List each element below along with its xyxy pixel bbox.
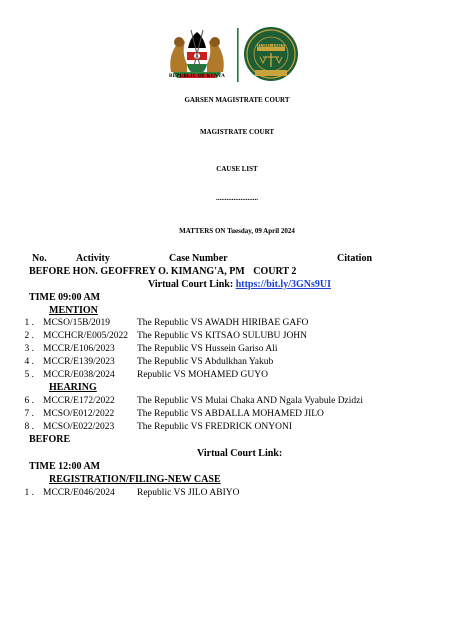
registration-heading: REGISTRATION/FILING-NEW CASE — [49, 474, 221, 485]
row-number: 7 . — [24, 409, 34, 419]
session2-virtual-label: Virtual Court Link: — [197, 448, 283, 459]
row-case-number: MCCR/E038/2024 — [43, 370, 115, 380]
row-parties: The Republic VS Abdulkhan Yakub — [137, 357, 274, 367]
row-case-number: MCCR/E139/2023 — [43, 357, 115, 367]
row-case-number: MCSO/15B/2019 — [43, 318, 111, 328]
column-header-no: No. — [32, 253, 47, 264]
column-header-activity: Activity — [76, 253, 110, 264]
row-number: 3 . — [24, 344, 34, 354]
row-number: 1 . — [24, 488, 34, 498]
session1-time: TIME 09:00 AM — [29, 292, 101, 303]
row-parties: The Republic VS Hussein Gariso Ali — [137, 344, 278, 354]
table-row — [0, 422, 474, 434]
row-parties: The Republic VS KITSAO SULUBU JOHN — [137, 331, 308, 341]
row-parties: The Republic VS FREDRICK ONYONI — [137, 422, 292, 432]
kenya-coat-of-arms-icon — [170, 30, 224, 78]
row-number: 4 . — [24, 357, 34, 367]
virtual-court-link[interactable]: https://bit.ly/3GNs9UI — [235, 279, 331, 290]
table-row — [0, 396, 474, 408]
session1-before — [29, 266, 296, 277]
table-row — [0, 357, 474, 369]
judiciary-seal-icon — [244, 27, 298, 81]
hearing-heading: HEARING — [49, 382, 97, 393]
mention-heading: MENTION — [49, 305, 98, 316]
row-case-number: MCSO/E022/2023 — [43, 422, 115, 432]
list-title: CAUSE LIST — [216, 165, 258, 173]
court-number: COURT 2 — [253, 266, 297, 277]
court-name: GARSEN MAGISTRATE COURT — [184, 96, 290, 104]
judiciary-seal-text: JUDICIARY — [257, 44, 285, 49]
matters-date: MATTERS ON Tuesday, 09 April 2024 — [179, 227, 295, 235]
table-row — [0, 344, 474, 356]
row-number: 5 . — [24, 370, 34, 380]
dots-separator: ........................ — [216, 194, 258, 202]
table-row — [0, 318, 474, 330]
table-row — [0, 409, 474, 421]
judge-name: BEFORE HON. GEOFFREY O. KIMANG'A, PM — [29, 266, 245, 277]
table-row — [0, 331, 474, 343]
row-case-number: MCCHCR/E005/2022 — [43, 331, 128, 341]
column-header-citation: Citation — [337, 253, 372, 264]
court-type: MAGISTRATE COURT — [199, 128, 275, 136]
row-parties: The Republic VS Mulai Chaka AND Ngala Vyabule Dzidzi — [137, 396, 364, 406]
kenya-caption: REPUBLIC OF KENYA — [168, 74, 226, 79]
table-row — [0, 370, 474, 382]
session2-before: BEFORE — [29, 434, 71, 445]
virtual-link-label: Virtual Court Link: — [148, 279, 236, 290]
row-number: 1 . — [24, 318, 34, 328]
row-parties: Republic VS JILO ABIYO — [137, 488, 240, 498]
column-header-case-number: Case Number — [169, 253, 228, 264]
row-number: 6 . — [24, 396, 34, 406]
row-case-number: MCSO/E012/2022 — [43, 409, 115, 419]
row-case-number: MCCR/E046/2024 — [43, 488, 115, 498]
row-parties: The Republic VS AWADH HIRIBAE GAFO — [137, 318, 309, 328]
row-parties: The Republic VS ABDALLA MOHAMED JILO — [137, 409, 324, 419]
table-row — [0, 488, 474, 500]
row-number: 2 . — [24, 331, 34, 341]
row-case-number: MCCR/E172/2022 — [43, 396, 115, 406]
row-parties: Republic VS MOHAMED GUYO — [137, 370, 268, 380]
session1-virtual — [148, 279, 331, 290]
session2-time: TIME 12:00 AM — [29, 461, 101, 472]
row-number: 8 . — [24, 422, 34, 432]
row-case-number: MCCR/E106/2023 — [43, 344, 115, 354]
